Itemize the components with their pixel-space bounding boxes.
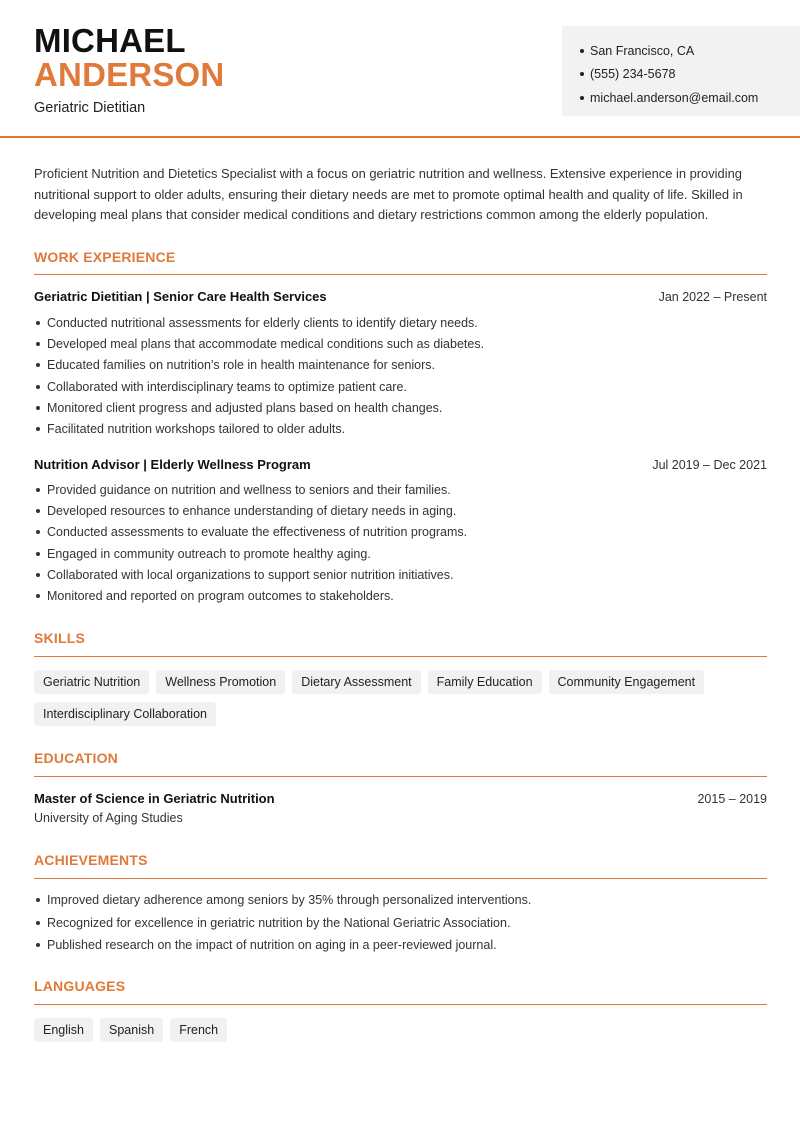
skill-chip: Dietary Assessment — [292, 670, 420, 694]
languages-heading: LANGUAGES — [34, 978, 126, 994]
last-name: ANDERSON — [34, 56, 225, 93]
job-title: Geriatric Dietitian — [34, 100, 146, 116]
bullet-icon — [36, 488, 40, 492]
education-heading: EDUCATION — [34, 750, 118, 766]
list-item — [34, 333, 767, 354]
skill-chip: Geriatric Nutrition — [34, 670, 149, 694]
bullet-icon — [36, 406, 40, 410]
resume-header — [0, 0, 800, 138]
skills-heading: SKILLS — [34, 630, 85, 646]
list-item — [34, 543, 767, 564]
list-item — [34, 500, 767, 521]
list-item — [34, 889, 767, 912]
list-item — [34, 522, 767, 543]
contact-phone-text: (555) 234-5678 — [590, 67, 676, 82]
job-dates: Jul 2019 – Dec 2021 — [652, 458, 767, 472]
job-entry-2-header — [34, 457, 767, 472]
bullet-icon — [36, 943, 40, 947]
skill-chip: Family Education — [428, 670, 542, 694]
education-dates: 2015 – 2019 — [697, 792, 767, 806]
contact-phone — [562, 63, 800, 87]
bullet-text: Provided guidance on nutrition and wellness to seniors and their families. — [47, 482, 451, 497]
list-item — [34, 312, 767, 333]
bullet-text: Conducted nutritional assessments for elderly clients to identify dietary needs. — [47, 315, 478, 330]
bullet-icon — [36, 509, 40, 513]
list-item — [34, 912, 767, 935]
contact-box — [562, 26, 800, 116]
skill-chip: Wellness Promotion — [156, 670, 285, 694]
skill-chip: Interdisciplinary Collaboration — [34, 702, 216, 726]
bullet-icon — [36, 385, 40, 389]
language-chip: English — [34, 1018, 93, 1042]
contact-location — [562, 39, 800, 63]
achievements-list — [34, 889, 767, 957]
bullet-icon — [36, 898, 40, 902]
first-name: MICHAEL — [34, 22, 186, 59]
list-item — [34, 376, 767, 397]
job-entry-1-bullets — [34, 312, 767, 440]
bullet-text: Facilitated nutrition workshops tailored to older adults. — [47, 422, 346, 437]
list-item — [34, 355, 767, 376]
bullet-icon — [580, 49, 584, 53]
bullet-text: Monitored client progress and adjusted plans based on health changes. — [47, 400, 443, 415]
degree: Master of Science in Geriatric Nutrition — [34, 791, 275, 806]
job-role: Nutrition Advisor | Elderly Wellness Program — [34, 457, 311, 472]
section-divider — [34, 1004, 767, 1005]
summary: Proficient Nutrition and Dietetics Specialist with a focus on geriatric nutrition and wellness. Extensive experience in providing nutritional support to older adults, ensuring their dietary needs are met to promote optimal health and quality of life. Skilled in developing meal plans that consider medical conditions and dietary restrictions common among the elderly population. — [34, 166, 743, 223]
language-chip: Spanish — [100, 1018, 163, 1042]
work-experience-heading: WORK EXPERIENCE — [34, 249, 176, 265]
bullet-text: Published research on the impact of nutrition on aging in a peer-reviewed journal. — [47, 938, 497, 953]
bullet-text: Collaborated with local organizations to support senior nutrition initiatives. — [47, 567, 454, 582]
bullet-text: Engaged in community outreach to promote healthy aging. — [47, 546, 371, 561]
list-item — [34, 585, 767, 606]
bullet-text: Monitored and reported on program outcomes to stakeholders. — [47, 589, 394, 604]
bullet-icon — [36, 594, 40, 598]
section-divider — [34, 878, 767, 879]
contact-email-text: michael.anderson@email.com — [590, 90, 759, 105]
job-dates: Jan 2022 – Present — [658, 290, 767, 304]
bullet-text: Developed meal plans that accommodate medical conditions such as diabetes. — [47, 336, 485, 351]
bullet-icon — [36, 921, 40, 925]
bullet-icon — [36, 552, 40, 556]
bullet-icon — [580, 96, 584, 100]
bullet-text: Collaborated with interdisciplinary teams to optimize patient care. — [47, 379, 407, 394]
language-chip: French — [170, 1018, 227, 1042]
languages-list — [34, 1018, 774, 1050]
education-entry-header — [34, 791, 767, 806]
list-item — [34, 418, 767, 439]
achievements-heading: ACHIEVEMENTS — [34, 852, 148, 868]
school-name: University of Aging Studies — [34, 811, 183, 825]
list-item — [34, 479, 767, 500]
section-divider — [34, 274, 767, 275]
bullet-icon — [36, 342, 40, 346]
bullet-text: Conducted assessments to evaluate the effectiveness of nutrition programs. — [47, 525, 468, 540]
list-item — [34, 564, 767, 585]
contact-email — [562, 86, 800, 110]
bullet-text: Improved dietary adherence among seniors by 35% through personalized interventions. — [47, 893, 532, 908]
bullet-icon — [36, 321, 40, 325]
contact-location-text: San Francisco, CA — [590, 43, 695, 58]
job-entry-1-header — [34, 289, 767, 304]
skill-chip: Community Engagement — [549, 670, 705, 694]
section-divider — [34, 776, 767, 777]
bullet-text: Recognized for excellence in geriatric nutrition by the National Geriatric Association. — [47, 915, 511, 930]
list-item — [34, 934, 767, 957]
job-entry-2-bullets — [34, 479, 767, 607]
bullet-icon — [580, 72, 584, 76]
bullet-icon — [36, 363, 40, 367]
bullet-text: Educated families on nutrition's role in health maintenance for seniors. — [47, 358, 436, 373]
bullet-icon — [36, 427, 40, 431]
skills-list — [34, 670, 774, 734]
bullet-icon — [36, 573, 40, 577]
section-divider — [34, 656, 767, 657]
bullet-icon — [36, 530, 40, 534]
bullet-text: Developed resources to enhance understanding of dietary needs in aging. — [47, 503, 457, 518]
list-item — [34, 397, 767, 418]
job-role: Geriatric Dietitian | Senior Care Health Services — [34, 289, 327, 304]
